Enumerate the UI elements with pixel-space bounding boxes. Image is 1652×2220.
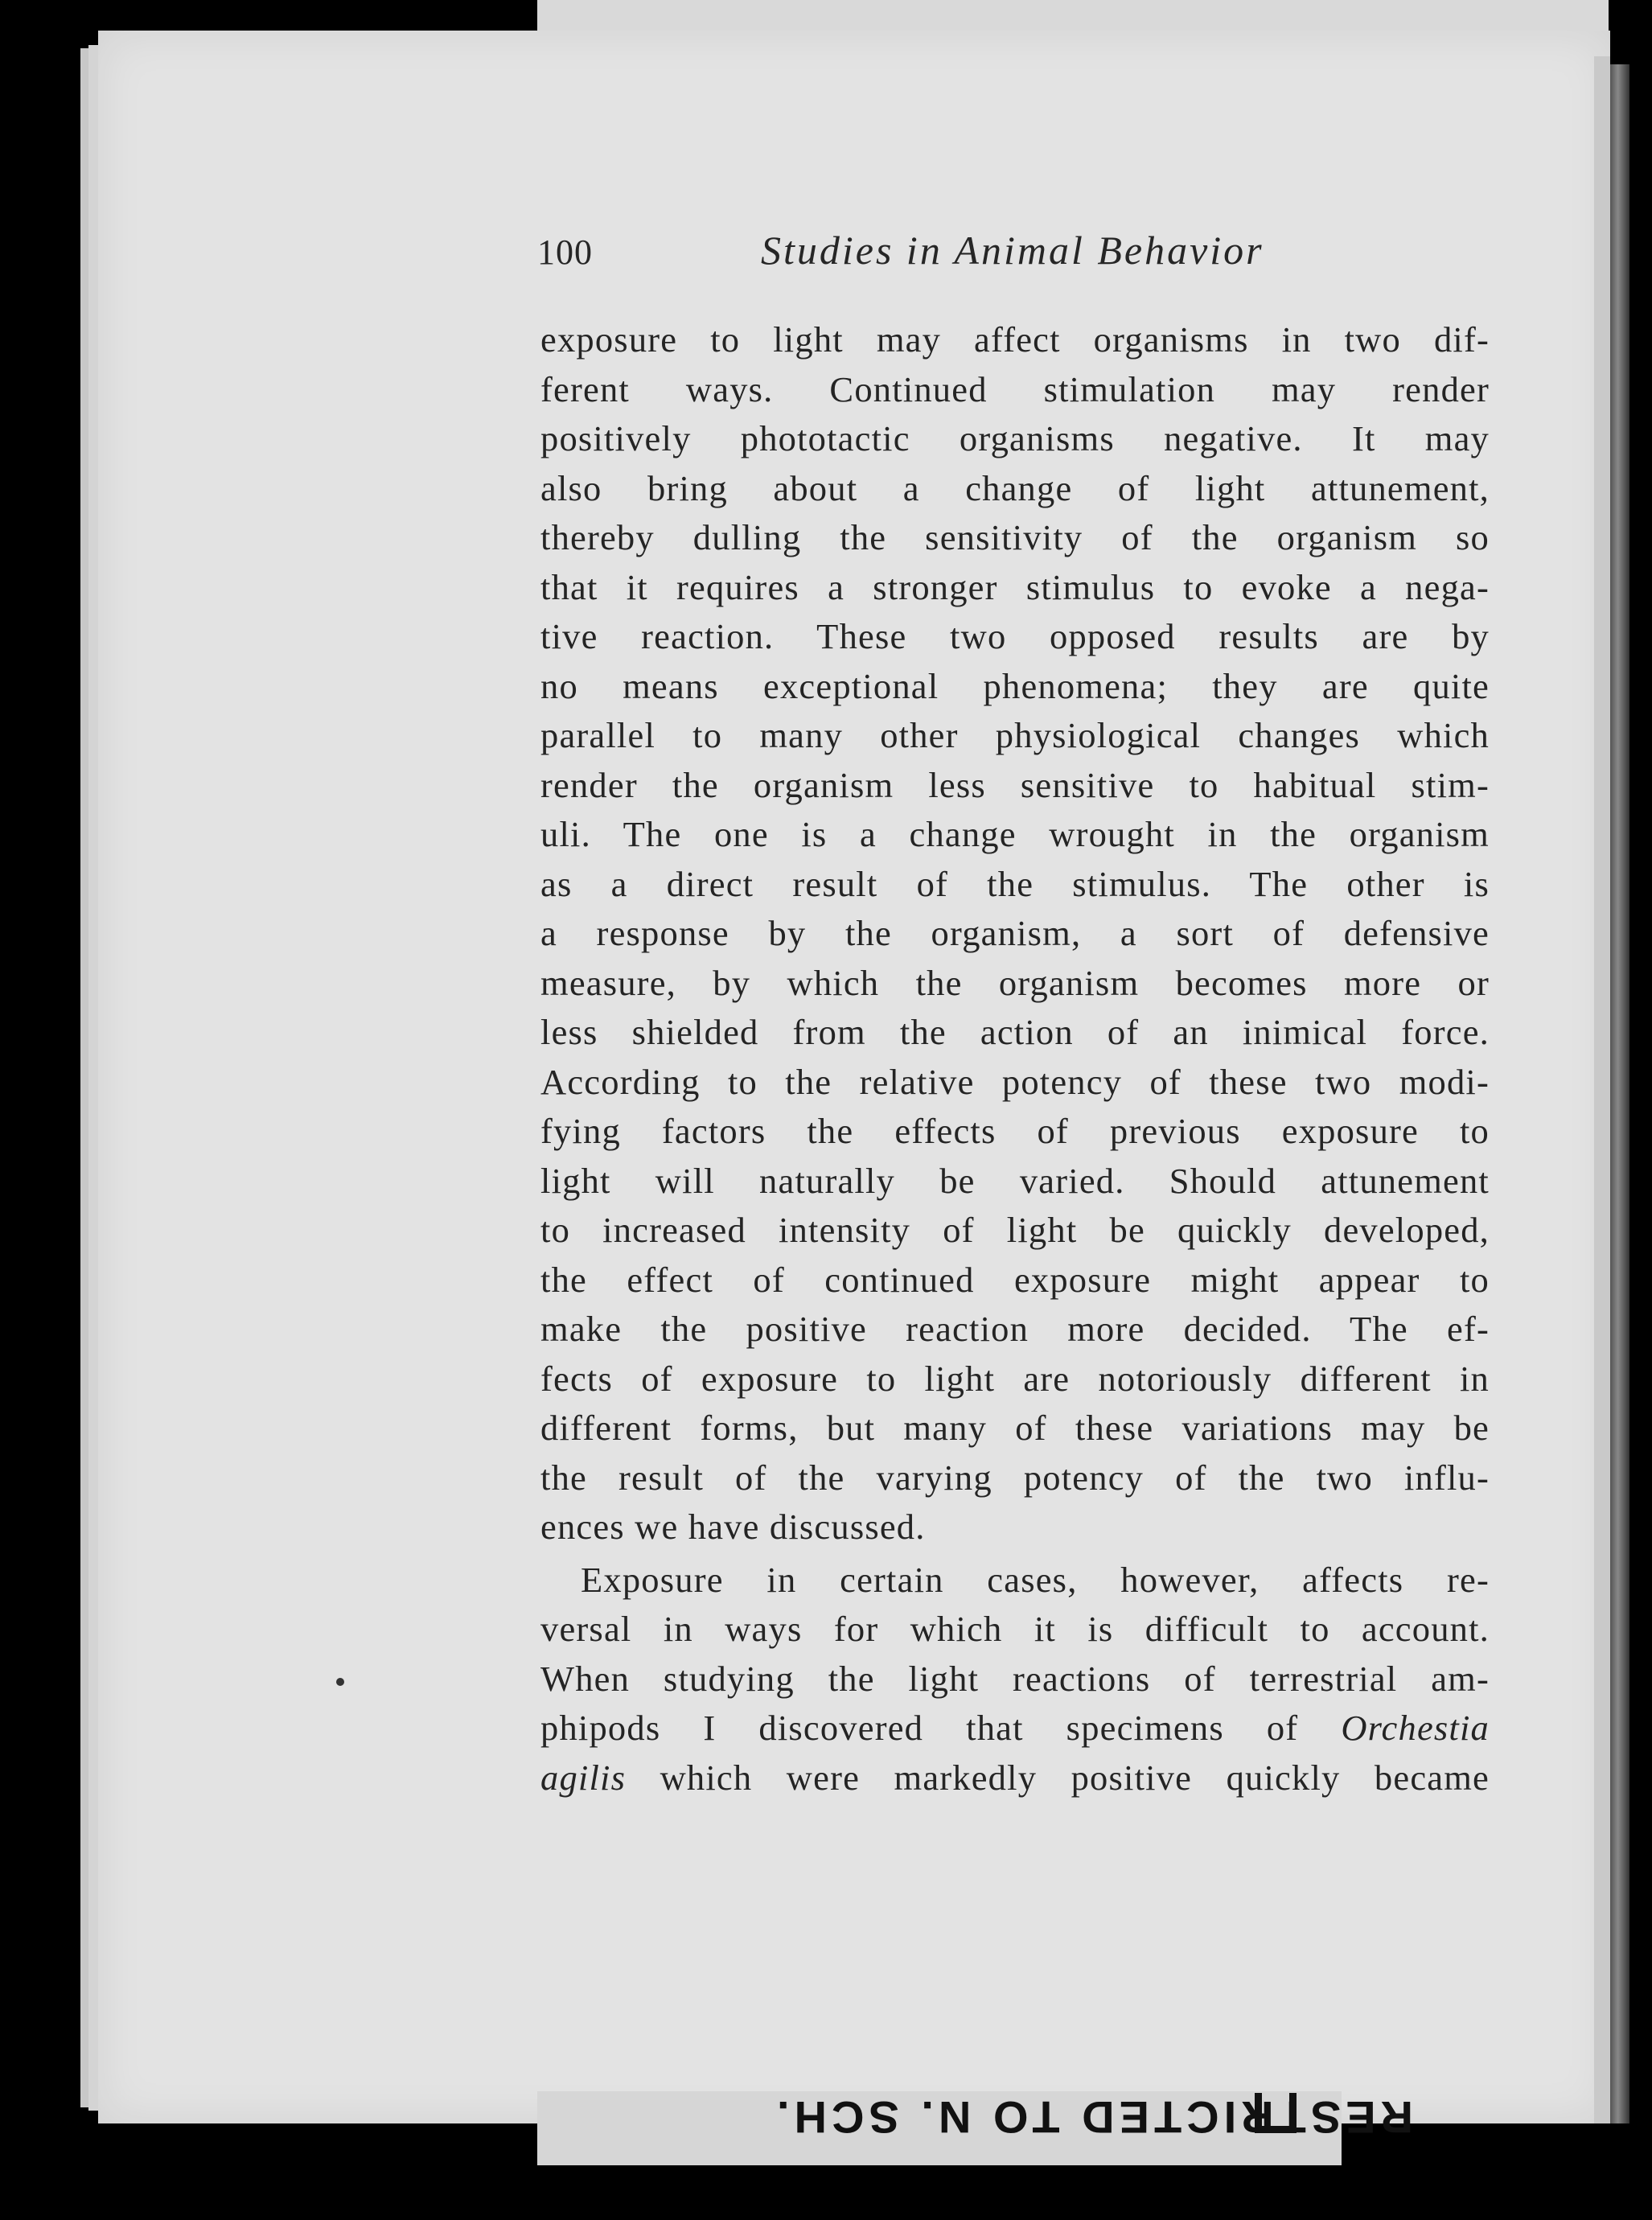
text-line: positively phototactic organisms negative. It may [540, 418, 1490, 458]
text-line: render the organism less sensitive to habitual stim- [540, 764, 1490, 805]
paragraph [540, 1556, 1490, 1803]
text-line-rest: which were markedly positive quickly became [626, 1757, 1490, 1798]
text-line: that it requires a stronger stimulus to evoke a nega- [540, 566, 1490, 607]
body-text [540, 315, 1490, 1803]
text-line: thereby dulling the sensitivity of the organism so [540, 517, 1490, 557]
text-line: fying factors the effects of previous exposure to [540, 1111, 1490, 1151]
text-line: light will naturally be varied. Should attunement [540, 1160, 1490, 1201]
text-line: a response by the organism, a sort of defensive [540, 913, 1490, 953]
text-line: According to the relative potency of these two modi- [540, 1061, 1490, 1102]
text-line: less shielded from the action of an inimical force. [540, 1012, 1490, 1052]
page-right-edge [1594, 56, 1610, 2123]
text-line: versal in ways for which it is difficult to account. [540, 1609, 1490, 1649]
text-line [540, 1753, 1490, 1803]
page-header [537, 228, 1342, 288]
text-line: uli. The one is a change wrought in the organism [540, 814, 1490, 854]
species-genus: Orchestia [1341, 1708, 1490, 1748]
text-line: measure, by which the organism becomes more or [540, 962, 1490, 1003]
text-line-start: phipods I discovered that specimens of [540, 1708, 1342, 1748]
text-line: no means exceptional phenomena; they are quite [540, 665, 1490, 706]
restriction-stamp: RESTRICTED TO N. SCH. [772, 2092, 1414, 2143]
stamp-box [1255, 2093, 1297, 2133]
running-title: Studies in Animal Behavior [761, 228, 1264, 273]
page-number: 100 [537, 232, 593, 272]
text-line: tive reaction. These two opposed results are by [540, 616, 1490, 656]
text-line: the result of the varying potency of the two influ- [540, 1457, 1490, 1498]
text-line: parallel to many other physiological changes which [540, 715, 1490, 755]
page-speck [336, 1678, 344, 1686]
text-line: to increased intensity of light be quickly developed, [540, 1210, 1490, 1250]
text-line [540, 1704, 1490, 1753]
text-line: ferent ways. Continued stimulation may render [540, 368, 1490, 409]
text-line: as a direct result of the stimulus. The other is [540, 863, 1490, 904]
text-line: fects of exposure to light are notoriously different in [540, 1358, 1490, 1399]
text-line: ences we have discussed. [540, 1507, 926, 1547]
text-line: also bring about a change of light attunement, [540, 467, 1490, 508]
text-line: Exposure in certain cases, however, affects re- [581, 1559, 1490, 1600]
text-line: exposure to light may affect organisms in two dif- [540, 319, 1490, 360]
text-line: When studying the light reactions of terrestrial am- [540, 1658, 1490, 1699]
species-epithet: agilis [540, 1757, 627, 1798]
text-line: make the positive reaction more decided. The ef- [540, 1309, 1490, 1349]
text-line: different forms, but many of these variations may be [540, 1408, 1490, 1448]
paragraph [540, 315, 1490, 1552]
text-line: the effect of continued exposure might appear to [540, 1259, 1490, 1300]
book-spine-shadow [1610, 64, 1629, 2123]
